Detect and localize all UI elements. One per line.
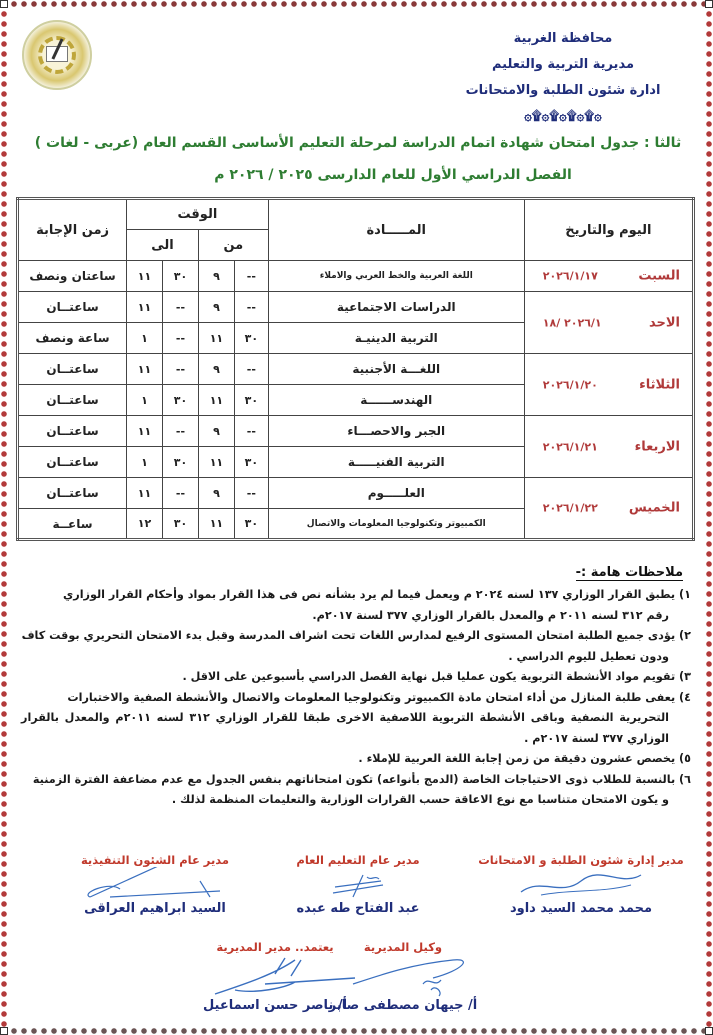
day-date-cell: [524, 261, 693, 292]
corner-marker: [705, 1027, 713, 1035]
duration-cell: ساعة ونصف: [18, 323, 127, 354]
subject-cell: اللغـــة الأجنبية: [268, 354, 524, 385]
from-minute-cell: ٣٠: [234, 323, 268, 354]
corner-marker: [705, 0, 713, 8]
duration-cell: ساعتــان: [18, 416, 127, 447]
to-hour-cell: ١١: [127, 416, 163, 447]
duration-cell: ساعتــان: [18, 447, 127, 478]
subject-cell: العلـــــوم: [268, 478, 524, 509]
table-row: [18, 416, 694, 447]
decorative-border-right: [705, 0, 713, 1035]
to-minute-cell: --: [163, 478, 199, 509]
day-date-cell: [524, 354, 693, 416]
exam-date: ٢٠٢٦/١/١٧: [542, 269, 598, 283]
duration-cell: ساعتــان: [18, 354, 127, 385]
subject-cell: الدراسات الاجتماعية: [268, 292, 524, 323]
exam-date: ٢٠٢٦/١/٢٢: [542, 501, 598, 515]
day-name: الاربعاء: [634, 439, 680, 454]
decorative-border-left: [0, 0, 8, 1035]
duration-cell: ساعتــان: [18, 478, 127, 509]
signature-name: عبد الفتاح طه عبده: [296, 901, 420, 916]
note-item-continuation: رقم ٣١٢ لسنه ٢٠١١ م والمعدل بالقرار الوزاري ٣٧٧ لسنة ٢٠١٧م.: [312, 608, 669, 622]
exam-date: ٢٠٢٦/١/٢٠: [542, 378, 598, 391]
table-row: [18, 478, 694, 509]
header-to: الى: [127, 230, 199, 261]
note-item: ٦) بالنسبة للطلاب ذوى الاحتياجات الخاصة (الدمج بأنواعه) تكون امتحاناتهم بنفس الجدول مع عدم مضاعفة الفترة الزمنية: [32, 772, 691, 786]
to-hour-cell: ١١: [127, 478, 163, 509]
decorative-border-top: [0, 0, 713, 8]
directorate-logo-icon: [22, 20, 92, 90]
signature-role: مدير عام التعليم العام: [296, 853, 420, 867]
letterhead: [453, 26, 673, 130]
header-time: الوقت: [127, 199, 269, 230]
to-minute-cell: --: [163, 416, 199, 447]
exam-date: ٢٠٢٦/١/٢١: [542, 440, 598, 453]
notes-heading: ملاحظات هامة :-: [575, 565, 683, 580]
corner-marker: [0, 0, 8, 8]
signature-name: السيد ابراهيم العراقى: [84, 901, 226, 916]
subject-cell: الجبر والاحصـــاء: [268, 416, 524, 447]
page-title: ثالثا : جدول امتحان شهادة اتمام الدراسة لمرحلة التعليم الأساسى القسم العام (عربى - لغات ): [34, 135, 682, 151]
from-hour-cell: ٩: [198, 416, 234, 447]
to-hour-cell: ١: [127, 323, 163, 354]
table-row: [18, 292, 694, 323]
from-minute-cell: --: [234, 416, 268, 447]
from-hour-cell: ٩: [198, 292, 234, 323]
note-item: ١) يطبق القرار الوزاري ١٣٧ لسنه ٢٠٢٤ م ويعمل فيما لم يرد بشأنه نص فى هذا القرار بمواد وأحكام القرار الوزاري: [63, 588, 691, 601]
exam-date: ٢٠٢٦/١ /١٨: [542, 316, 602, 329]
day-name: الاحد: [648, 315, 680, 330]
subject-cell: الكمبيوتر وتكنولوجيا المعلومات والاتصال: [268, 509, 524, 540]
header-subject: المـــــادة: [268, 199, 524, 261]
from-hour-cell: ٩: [198, 354, 234, 385]
day-date-cell: [524, 478, 693, 540]
signature-block: [50, 853, 260, 916]
note-item: ٢) يؤدى جميع الطلبة امتحان المستوى الرفيع لمدارس اللغات تحت اشراف المدرسة وقبل بدء الامتحان التحريري بوقت كاف: [21, 629, 691, 642]
duration-cell: ساعــة: [18, 509, 127, 540]
subject-cell: الهندســــــة: [268, 385, 524, 416]
from-hour-cell: ٩: [198, 261, 234, 292]
from-minute-cell: --: [234, 261, 268, 292]
table-row: [18, 261, 694, 292]
note-item-continuation: التحريرية النصفية وباقى الأنشطة التربوية اللاصفية الاخرى طبقا للقرار الوزاري ٣١٢ لسنه ٢٠١١م والمعدل بالقرار الوزاري ٣٧٧ لسنة ٢٠١٧م .: [21, 711, 669, 745]
to-hour-cell: ١١: [127, 354, 163, 385]
to-hour-cell: ١١: [127, 261, 163, 292]
to-hour-cell: ١١: [127, 292, 163, 323]
signature-role: وكيل المديرية: [363, 940, 443, 954]
signature-block: [471, 853, 691, 916]
signature-block: [263, 853, 453, 916]
from-hour-cell: ١١: [198, 509, 234, 540]
day-name: السبت: [638, 268, 680, 284]
header-duration: زمن الإجابة: [18, 199, 127, 261]
signature-name: محمد محمد السيد داود: [509, 901, 653, 916]
note-item: ٥) يخصص عشرون دقيقة من زمن إجابة اللغة العربية للإملاء .: [358, 752, 691, 765]
header-from: من: [198, 230, 268, 261]
from-hour-cell: ١١: [198, 385, 234, 416]
from-minute-cell: ٣٠: [234, 447, 268, 478]
department-name: ادارة شئون الطلبة والامتحانات: [465, 83, 661, 98]
from-minute-cell: --: [234, 292, 268, 323]
note-item-continuation: و يكون الامتحان متناسبا مع نوع الاعاقة حسب القرارات الوزارية والتعليمات المنظمة لذلك .: [171, 793, 669, 806]
decorative-border-bottom: [0, 1027, 713, 1035]
to-hour-cell: ١: [127, 385, 163, 416]
signature-block: [175, 940, 375, 1013]
subject-cell: التربية الدينيـة: [268, 323, 524, 354]
from-hour-cell: ١١: [198, 447, 234, 478]
to-minute-cell: --: [163, 292, 199, 323]
day-name: الخميس: [628, 500, 680, 516]
handwritten-signature-icon: [50, 867, 260, 901]
table-row: [18, 354, 694, 385]
note-item: ٣) تقويم مواد الأنشطة التربوية يكون عمليا قبل نهاية الفصل الدراسي بأسبوعين على الاقل .: [182, 670, 691, 683]
to-minute-cell: ٣٠: [163, 509, 199, 540]
to-minute-cell: ٣٠: [163, 385, 199, 416]
subject-cell: التربية الفنيـــــة: [268, 447, 524, 478]
header-day-date: اليوم والتاريخ: [524, 199, 693, 261]
ornament-divider: ۞۩۞۩۞۩۞۩۞: [524, 109, 602, 124]
to-minute-cell: ٣٠: [163, 261, 199, 292]
from-minute-cell: ٣٠: [234, 385, 268, 416]
duration-cell: ساعتان ونصف: [18, 261, 127, 292]
day-name: الثلاثاء: [639, 377, 680, 392]
exam-schedule-table: [16, 197, 695, 541]
to-minute-cell: --: [163, 323, 199, 354]
day-date-cell: [524, 292, 693, 354]
corner-marker: [0, 1027, 8, 1035]
from-minute-cell: --: [234, 354, 268, 385]
duration-cell: ساعتــان: [18, 385, 127, 416]
to-hour-cell: ١: [127, 447, 163, 478]
signature-name: أ/ ناصر حسن اسماعيل: [202, 998, 348, 1013]
from-hour-cell: ١١: [198, 323, 234, 354]
duration-cell: ساعتــان: [18, 292, 127, 323]
to-minute-cell: --: [163, 354, 199, 385]
governorate-name: محافظة الغربية: [513, 31, 613, 46]
handwritten-signature-icon: [471, 867, 691, 901]
from-hour-cell: ٩: [198, 478, 234, 509]
note-item: ٤) يعفى طلبة المنازل من أداء امتحان مادة الكمبيوتر وتكنولوجيا المعلومات والاتصال والأنشطة الصفية والاختبارات: [67, 690, 691, 704]
signature-role: يعتمد.. مدير المديرية: [216, 940, 334, 954]
day-date-cell: [524, 416, 693, 478]
to-minute-cell: ٣٠: [163, 447, 199, 478]
subject-cell: اللغة العربية والخط العربي والاملاء: [268, 261, 524, 292]
notes-list: [21, 585, 691, 811]
page-subtitle: الفصل الدراسي الأول للعام الدارسى ٢٠٢٥ / ٢٠٢٦ م: [214, 167, 572, 183]
to-hour-cell: ١٢: [127, 509, 163, 540]
signature-role: مدير عام الشئون التنفيذية: [80, 853, 230, 867]
signature-name: أ/ جيهان مصطفى صابر: [328, 998, 478, 1013]
note-item-continuation: ودون تعطيل لليوم الدراسي .: [508, 649, 669, 663]
from-minute-cell: --: [234, 478, 268, 509]
handwritten-signature-icon: [263, 867, 453, 901]
from-minute-cell: ٣٠: [234, 509, 268, 540]
signature-role: مدير إدارة شئون الطلبة و الامتحانات: [478, 853, 684, 867]
directorate-name: مديرية التربية والتعليم: [491, 57, 635, 72]
handwritten-signature-icon: [175, 954, 375, 998]
